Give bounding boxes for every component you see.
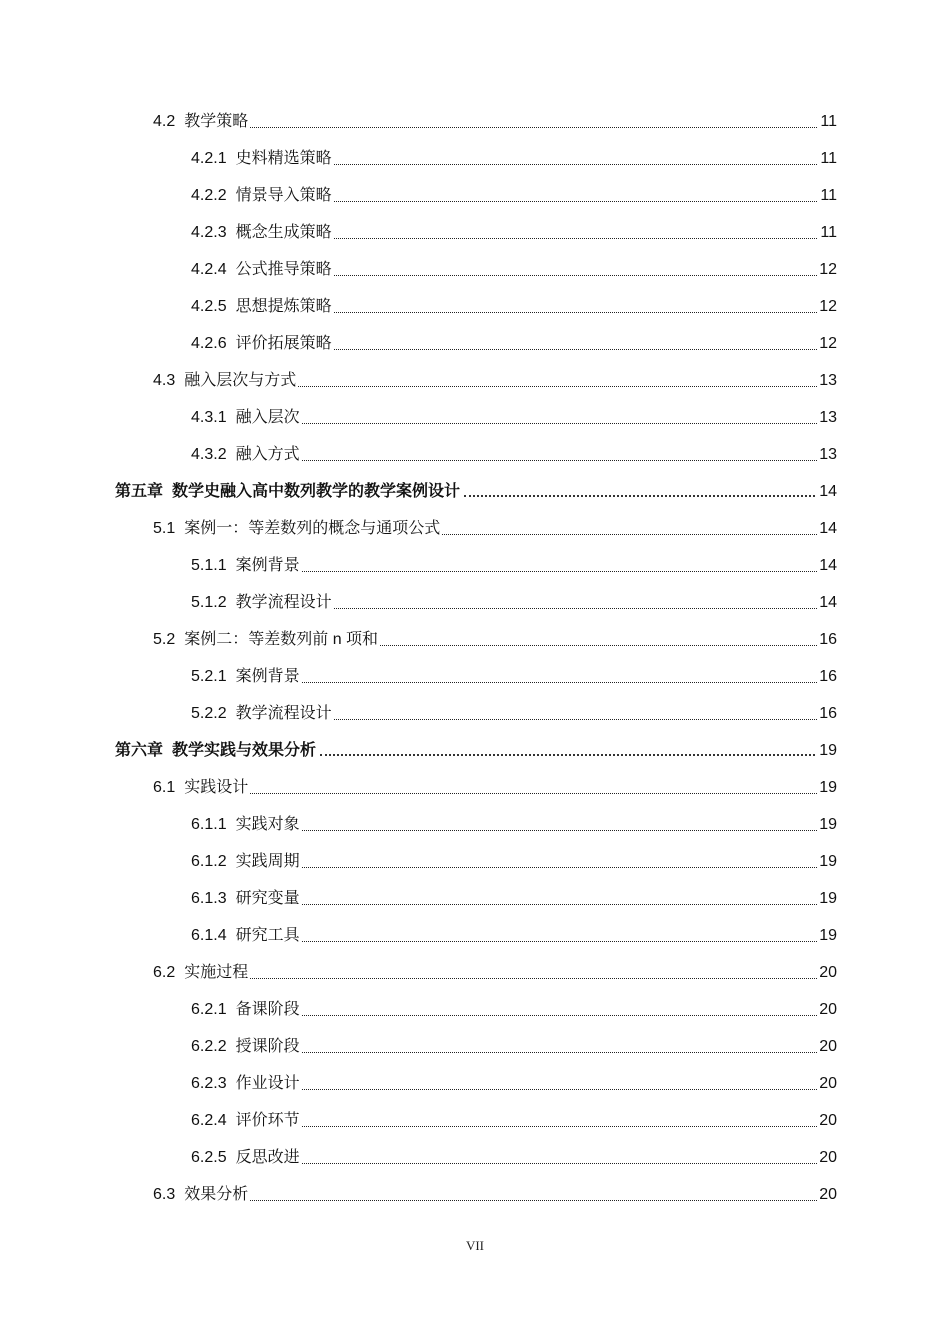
toc-entry-page-number: 20 — [819, 1001, 837, 1018]
toc-entry-page-number: 12 — [819, 261, 837, 278]
toc-entry-title: 实践设计 — [184, 779, 249, 796]
toc-entry-title: 教学流程设计 — [235, 594, 332, 611]
toc-entry-page-number: 14 — [819, 483, 837, 500]
toc-entry-number: 6.2.5 — [191, 1149, 227, 1166]
toc-entry-title: 史料精选策略 — [235, 150, 332, 167]
toc-entry[interactable] — [191, 848, 837, 872]
toc-entry[interactable] — [153, 626, 837, 650]
toc-entry-page-number: 20 — [819, 1149, 837, 1166]
toc-entry-page-number: 20 — [819, 964, 837, 981]
toc-entry[interactable] — [191, 552, 837, 576]
toc-entry-number: 5.1.2 — [191, 594, 227, 611]
dot-leader — [320, 753, 815, 756]
toc-entry-title: 案例背景 — [235, 668, 300, 685]
dot-leader — [380, 644, 817, 646]
toc-entry-page-number: 19 — [819, 927, 837, 944]
toc-entry-title: 数学史融入高中数列教学的教学案例设计 — [172, 483, 461, 500]
toc-entry-page-number: 19 — [819, 779, 837, 796]
dot-leader — [334, 237, 817, 239]
toc-entry-page-number: 14 — [819, 557, 837, 574]
toc-entry-page-number: 20 — [819, 1075, 837, 1092]
toc-entry-title: 融入层次 — [235, 409, 300, 426]
toc-entry[interactable] — [191, 885, 837, 909]
toc-entry-title: 公式推导策略 — [235, 261, 332, 278]
toc-chapter-entry[interactable] — [115, 737, 837, 761]
toc-entry-page-number: 12 — [819, 335, 837, 352]
toc-entry[interactable] — [191, 996, 837, 1020]
toc-entry[interactable] — [191, 256, 837, 280]
toc-entry-title: 融入方式 — [235, 446, 300, 463]
toc-entry-title: 案例背景 — [235, 557, 300, 574]
dot-leader — [334, 348, 817, 350]
toc-entry-page-number: 19 — [819, 890, 837, 907]
dot-leader — [302, 1051, 817, 1053]
dot-leader — [334, 274, 817, 276]
toc-entry-title: 备课阶段 — [235, 1001, 300, 1018]
toc-entry-number: 第六章 — [115, 742, 164, 759]
dot-leader — [250, 126, 817, 128]
dot-leader — [334, 163, 817, 165]
toc-entry-number: 6.1.3 — [191, 890, 227, 907]
toc-entry-number: 6.1.1 — [191, 816, 227, 833]
toc-entry[interactable] — [191, 663, 837, 687]
dot-leader — [302, 1162, 817, 1164]
toc-entry-page-number: 19 — [819, 742, 837, 759]
toc-entry[interactable] — [191, 441, 837, 465]
dot-leader — [302, 940, 817, 942]
toc-entry[interactable] — [191, 1107, 837, 1131]
toc-entry[interactable] — [153, 1181, 837, 1205]
toc-entry-number: 4.2.4 — [191, 261, 227, 278]
toc-entry-number: 4.2.1 — [191, 150, 227, 167]
toc-entry-title: 研究变量 — [235, 890, 300, 907]
toc-entry[interactable] — [191, 293, 837, 317]
toc-entry[interactable] — [153, 959, 837, 983]
toc-entry-title: 反思改进 — [235, 1149, 300, 1166]
toc-entry-page-number: 16 — [819, 705, 837, 722]
dot-leader — [302, 866, 817, 868]
toc-entry-title: 案例一：等差数列的概念与通项公式 — [184, 520, 441, 537]
dot-leader — [334, 200, 817, 202]
toc-entry[interactable] — [191, 589, 837, 613]
toc-entry-number: 6.2.1 — [191, 1001, 227, 1018]
toc-entry-page-number: 13 — [819, 372, 837, 389]
toc-entry-title: 融入层次与方式 — [184, 372, 297, 389]
toc-entry-number: 6.3 — [153, 1186, 176, 1203]
toc-entry-number: 6.2.3 — [191, 1075, 227, 1092]
dot-leader — [334, 311, 817, 313]
toc-entry-page-number: 16 — [819, 631, 837, 648]
dot-leader — [464, 494, 815, 497]
toc-entry-title: 概念生成策略 — [235, 224, 332, 241]
toc-entry-title: 实践周期 — [235, 853, 300, 870]
dot-leader — [250, 792, 817, 794]
toc-entry-number: 6.1.2 — [191, 853, 227, 870]
toc-entry-number: 第五章 — [115, 483, 164, 500]
toc-entry[interactable] — [191, 182, 837, 206]
toc-entry-number: 6.2.4 — [191, 1112, 227, 1129]
toc-entry[interactable] — [153, 774, 837, 798]
toc-entry-title: 实践对象 — [235, 816, 300, 833]
toc-entry-page-number: 13 — [819, 409, 837, 426]
toc-entry-page-number: 11 — [820, 113, 837, 130]
toc-entry-number: 6.2 — [153, 964, 176, 981]
toc-entry-title: 思想提炼策略 — [235, 298, 332, 315]
toc-entry[interactable] — [191, 1070, 837, 1094]
toc-entry-number: 5.1.1 — [191, 557, 227, 574]
dot-leader — [334, 718, 817, 720]
dot-leader — [250, 977, 817, 979]
toc-entry-number: 5.1 — [153, 520, 176, 537]
toc-entry-number: 5.2.2 — [191, 705, 227, 722]
toc-entry-page-number: 12 — [819, 298, 837, 315]
dot-leader — [302, 422, 817, 424]
dot-leader — [250, 1199, 817, 1201]
toc-entry-page-number: 20 — [819, 1038, 837, 1055]
toc-entry-number: 4.2.6 — [191, 335, 227, 352]
toc-entry-number: 4.3.1 — [191, 409, 227, 426]
dot-leader — [302, 1088, 817, 1090]
toc-entry-title: 评价拓展策略 — [235, 335, 332, 352]
dot-leader — [302, 903, 817, 905]
toc-entry[interactable] — [191, 1033, 837, 1057]
toc-entry[interactable] — [191, 922, 837, 946]
toc-entry-title: 教学策略 — [184, 113, 249, 130]
toc-entry-page-number: 20 — [819, 1186, 837, 1203]
dot-leader — [302, 1014, 817, 1016]
toc-entry-title: 作业设计 — [235, 1075, 300, 1092]
toc-entry-title: 授课阶段 — [235, 1038, 300, 1055]
toc-chapter-entry[interactable] — [115, 478, 837, 502]
toc-entry-number: 4.3.2 — [191, 446, 227, 463]
toc-entry-title: 效果分析 — [184, 1186, 249, 1203]
toc-entry-title: 教学流程设计 — [235, 705, 332, 722]
dot-leader — [298, 385, 817, 387]
toc-entry-title: 实施过程 — [184, 964, 249, 981]
toc-entry-number: 6.2.2 — [191, 1038, 227, 1055]
page-footer-number: VII — [465, 1238, 485, 1253]
toc-entry[interactable] — [153, 367, 837, 391]
toc-entry-page-number: 11 — [820, 224, 837, 241]
toc-entry-number: 6.1 — [153, 779, 176, 796]
toc-entry[interactable] — [191, 1144, 837, 1168]
toc-entry[interactable] — [191, 811, 837, 835]
toc-entry-number: 4.2 — [153, 113, 176, 130]
toc-entry-page-number: 19 — [819, 853, 837, 870]
dot-leader — [302, 829, 817, 831]
toc-entry[interactable] — [153, 108, 837, 132]
toc-entry-number: 5.2.1 — [191, 668, 227, 685]
toc-entry-page-number: 11 — [820, 187, 837, 204]
toc-entry-title: 教学实践与效果分析 — [172, 742, 317, 759]
toc-entry-number: 4.2.2 — [191, 187, 227, 204]
toc-entry-page-number: 19 — [819, 816, 837, 833]
toc-entry-title: 情景导入策略 — [235, 187, 332, 204]
toc-entry-number: 5.2 — [153, 631, 176, 648]
toc-entry-number: 4.2.3 — [191, 224, 227, 241]
toc-entry-title: 评价环节 — [235, 1112, 300, 1129]
toc-entry-page-number: 14 — [819, 594, 837, 611]
toc-entry-number: 4.2.5 — [191, 298, 227, 315]
dot-leader — [302, 1125, 817, 1127]
dot-leader — [442, 533, 817, 535]
toc-entry-page-number: 20 — [819, 1112, 837, 1129]
toc-entry[interactable] — [191, 404, 837, 428]
dot-leader — [302, 681, 817, 683]
toc-entry-page-number: 13 — [819, 446, 837, 463]
toc-entry-number: 4.3 — [153, 372, 176, 389]
toc-entry[interactable] — [191, 700, 837, 724]
toc-entry[interactable] — [191, 219, 837, 243]
toc-entry-number: 6.1.4 — [191, 927, 227, 944]
toc-entry-page-number: 14 — [819, 520, 837, 537]
dot-leader — [334, 607, 817, 609]
dot-leader — [302, 459, 817, 461]
toc-entry[interactable] — [153, 515, 837, 539]
dot-leader — [302, 570, 817, 572]
toc-entry-page-number: 11 — [820, 150, 837, 167]
toc-entry-page-number: 16 — [819, 668, 837, 685]
toc-entry[interactable] — [191, 330, 837, 354]
toc-entry-title: 案例二：等差数列前 n 项和 — [184, 631, 379, 648]
toc-entry-title: 研究工具 — [235, 927, 300, 944]
toc-entry[interactable] — [191, 145, 837, 169]
